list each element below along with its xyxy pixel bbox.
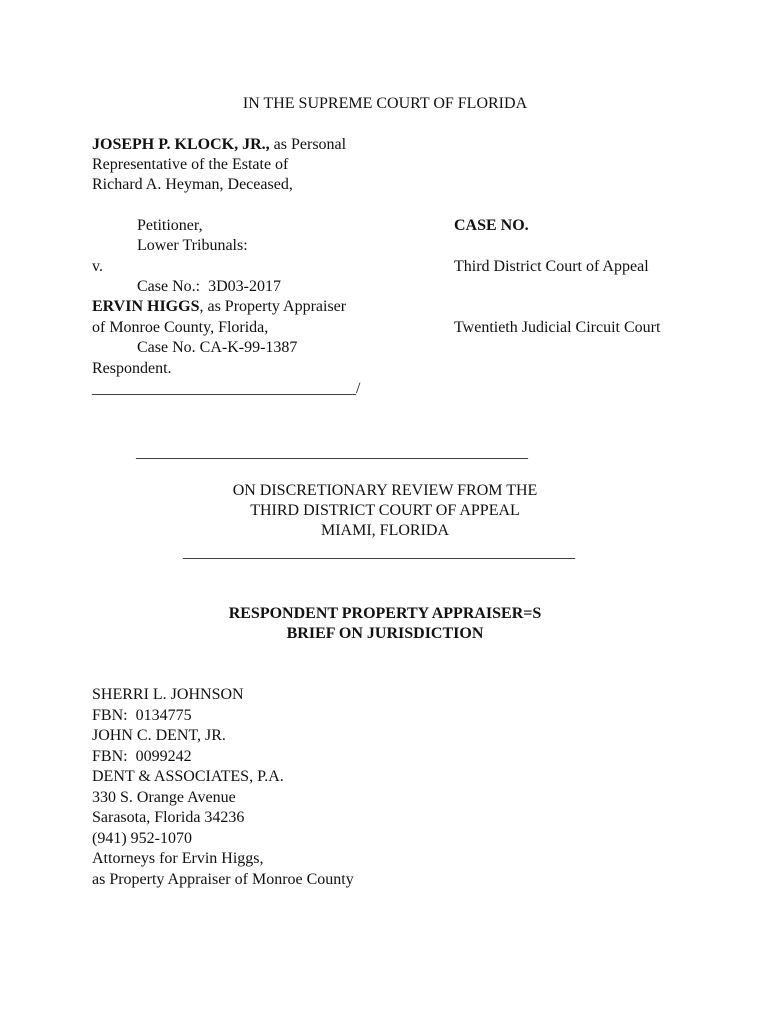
counsel-line: Sarasota, Florida 34236 [92,809,245,826]
petitioner-role-line-3: Richard A. Heyman, Deceased, [92,176,293,193]
circuit-court: Twentieth Judicial Circuit Court [454,319,661,336]
counsel-line: as Property Appraiser of Monroe County [92,871,354,888]
brief-title-line-1: RESPONDENT PROPERTY APPRAISER=S [228,605,542,622]
district-court: Third District Court of Appeal [454,258,649,275]
counsel-line: FBN: 0099242 [92,748,192,765]
counsel-line: Attorneys for Ervin Higgs, [92,850,264,867]
court-heading: IN THE SUPREME COURT OF FLORIDA [242,95,528,112]
petitioner-line [92,135,346,155]
lower-tribunals-label: Lower Tribunals: [137,237,248,254]
review-line-1: ON DISCRETIONARY REVIEW FROM THE [232,482,538,499]
counsel-line: JOHN C. DENT, JR. [92,727,226,744]
signature-line: _________________________________/ [92,380,361,397]
counsel-line: 330 S. Orange Avenue [92,789,236,806]
review-rule-bottom: _________________________________________________ [183,544,575,561]
review-line-3: MIAMI, FLORIDA [321,522,449,539]
petitioner-role-line-2: Representative of the Estate of [92,156,289,173]
respondent-role-line-2: of Monroe County, Florida, [92,319,269,336]
review-line-2: THIRD DISTRICT COURT OF APPEAL [250,502,520,519]
respondent-name: ERVIN HIGGS [92,298,200,315]
petitioner-role: as Personal [269,136,347,153]
respondent-line [92,297,346,317]
counsel-line: SHERRI L. JOHNSON [92,686,244,703]
respondent-role: , as Property Appraiser [199,298,347,315]
counsel-line: (941) 952-1070 [92,830,192,847]
case-number-label: CASE NO. [454,217,529,234]
review-rule-top: _________________________________________________ [136,444,528,461]
counsel-line: DENT & ASSOCIATES, P.A. [92,768,284,785]
counsel-line: FBN: 0134775 [92,707,192,724]
respondent-label: Respondent. [92,360,172,377]
case-number-lower: Case No.: 3D03-2017 [137,278,281,295]
brief-title-line-2: BRIEF ON JURISDICTION [286,625,484,642]
petitioner-name: JOSEPH P. KLOCK, JR., [92,136,270,153]
versus: v. [92,258,103,275]
case-number-circuit: Case No. CA-K-99-1387 [137,339,298,356]
petitioner-label: Petitioner, [137,217,203,234]
